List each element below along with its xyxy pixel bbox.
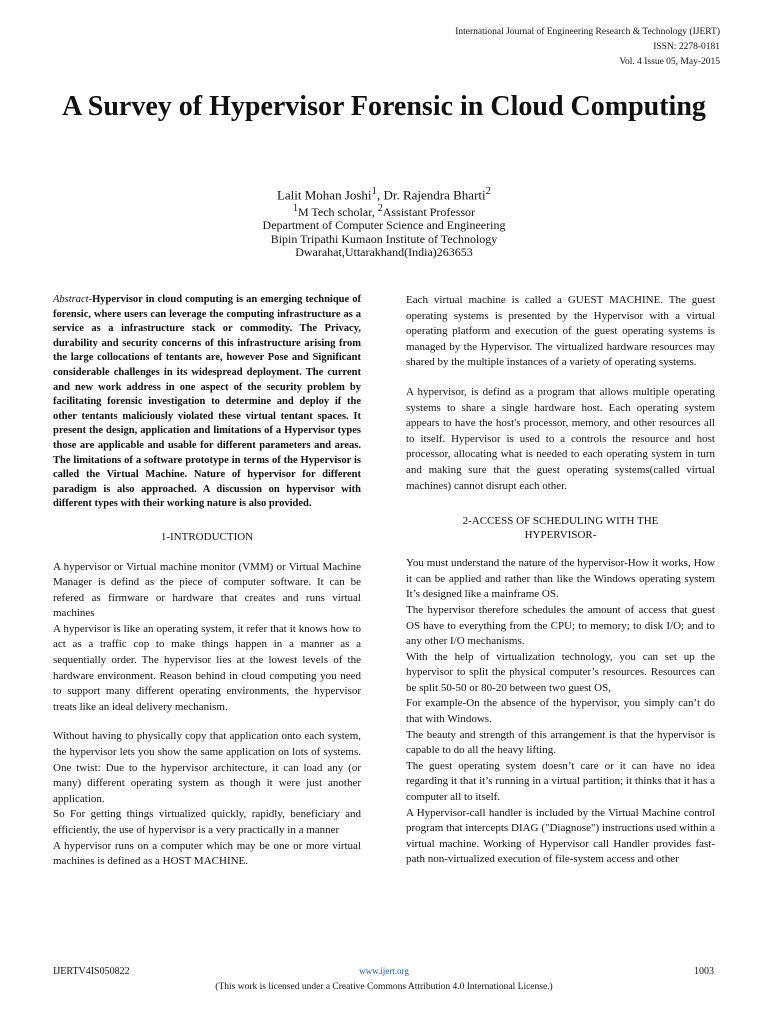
paragraph: The guest operating system doesn’t care or it can have no idea regarding it that it’s running in a virtual partition; it thinks that it has a computer all to itself. bbox=[406, 759, 715, 804]
volume-issue: Vol. 4 Issue 05, May-2015 bbox=[619, 57, 720, 67]
role-1: M Tech scholar, bbox=[297, 204, 378, 219]
issn: ISSN: 2278-0181 bbox=[653, 42, 720, 52]
website-link[interactable]: www.ijert.org bbox=[359, 966, 409, 976]
paragraph: Without having to physically copy that application onto each system, the hypervisor lets you show the same application on lots of systems. One twist: Due to the hypervisor architecture, it can load any (or many) different operating system as though it were just another application. bbox=[53, 730, 361, 805]
license-note: (This work is licensed under a Creative Commons Attribution 4.0 International License.) bbox=[215, 982, 553, 992]
abstract bbox=[53, 293, 361, 512]
role-2: Assistant Professor bbox=[382, 204, 476, 219]
paragraph: The hypervisor therefore schedules the amount of access that guest OS have to everything from the CPU; to memory; to disk I/O; and to any other I/O mechanisms. bbox=[406, 603, 715, 648]
abstract-label: Abstract- bbox=[53, 294, 93, 305]
paragraph: For example-On the absence of the hypervisor, you simply can’t do that with Windows. bbox=[406, 697, 715, 726]
abstract-text: Hypervisor in cloud computing is an emerging technique of forensic, where users can leverage the computing infrastructure as a service as a infrastructure stack or commodity. The Privacy, durability and security concerns of this infrastructure arising from the large collocations of tentants are, however Pose and Significant considerable challenges in its widespread deployment. The current and new work address in one aspect of the security problem by facilitating forensic investigation to determine and deploy if the other tentants maliciously violated these virtual tentant spaces. It present the design, application and limitations of a Hypervisor types those are applicable and usable for different parameters and areas. The limitations of a software prototype in terms of the Hypervisor is called the Virtual Machine. Nature of hypervisor for different paradigm is also approached. A discussion on hypervisor with different types with their working nature is also provided. bbox=[53, 294, 361, 510]
paragraph: With the help of virtualization technology, you can set up the hypervisor to split the physical computer’s resources. Resources can be split 50-50 or 80-20 between two guest OS, bbox=[406, 650, 715, 694]
author-block bbox=[100, 185, 668, 260]
paper-id: IJERTV4IS050822 bbox=[53, 966, 130, 977]
paragraph: A hypervisor runs on a computer which may be one or more virtual machines is defined as a HOST MACHINE. bbox=[53, 839, 361, 868]
institute: Bipin Tripathi Kumaon Institute of Technology bbox=[270, 231, 498, 246]
department: Department of Computer Science and Engineering bbox=[262, 218, 506, 233]
author-2: Dr. Rajendra Bharti bbox=[383, 187, 486, 203]
author-separator: , bbox=[376, 187, 384, 203]
paragraph: Each virtual machine is called a GUEST MACHINE. The guest operating systems is presented by the Hypervisor with a virtual operating platform and execution of the guest operating systems is managed by the Hypervisor. The virtualized hardware resources may shared by the multiple instances of a variety of operating systems. bbox=[406, 294, 715, 369]
paragraph: So For getting things virtualized quickly, rapidly, beneficiary and efficiently, the use of hypervisor is a very practically in a manner bbox=[53, 808, 361, 836]
author-roles bbox=[100, 202, 668, 220]
section-heading-line-2: HYPERVISOR- bbox=[524, 529, 597, 542]
address: Dwarahat,Uttarakhand(India)263653 bbox=[295, 245, 473, 260]
section-heading-scheduling bbox=[406, 514, 715, 542]
author-line bbox=[100, 185, 668, 202]
author-1-sup: 1 bbox=[371, 185, 377, 197]
journal-name: International Journal of Engineering Research & Technology (IJERT) bbox=[455, 27, 720, 37]
section-heading-introduction: 1-INTRODUCTION bbox=[160, 530, 254, 543]
author-1: Lalit Mohan Joshi bbox=[276, 187, 372, 203]
journal-header bbox=[320, 25, 720, 70]
paper-title: A Survey of Hypervisor Forensic in Cloud Computing bbox=[62, 91, 706, 122]
role-1-sup: 1 bbox=[292, 202, 298, 214]
author-2-sup: 2 bbox=[485, 185, 492, 197]
right-column bbox=[406, 293, 715, 868]
paragraph: The beauty and strength of this arrangement is that the hypervisor is capable to do all the heavy lifting. bbox=[406, 728, 715, 757]
page-number: 1003 bbox=[694, 966, 714, 977]
paragraph: You must understand the nature of the hypervisor-How it works, How it can be applied and rather than like the Windows operating system It’s designed like a mainframe OS. bbox=[406, 557, 715, 601]
role-2-sup: 2 bbox=[377, 202, 383, 214]
left-column bbox=[53, 293, 361, 870]
section-heading-line-1: 2-ACCESS OF SCHEDULING WITH THE bbox=[462, 515, 659, 528]
paragraph: A Hypervisor-call handler is included by the Virtual Machine control program that intercepts DIAG ("Diagnose") instructions used within a virtual machine. Working of Hypervisor call Handler provides fast-path non-virtualized execution of file-system access and other bbox=[406, 806, 715, 866]
paragraph: A hypervisor, is defind as a program that allows multiple operating systems to share a single hardware host. Each operating system appears to have the host's processor, memory, and other resources all to itself. Hypervisor is used to a controls the resource and host processor, allocating what is needed to each operating system in turn and making sure that the guest operating systems(called virtual machines) cannot disrupt each other. bbox=[406, 385, 715, 492]
paragraph: A hypervisor or Virtual machine monitor (VMM) or Virtual Machine Manager is defind as the piece of computer software. It can be refered as firmware or hardware that creates and runs virtual machines bbox=[53, 560, 361, 620]
paragraph: A hypervisor is like an operating system, it refer that it knows how to act as a traffic cop to make things happen in a manner as a sequentially order. The hypervisor lies at the lowest levels of the hardware environment. Reason behind in cloud computing you need to support many different operating environments, the hypervisor treats like an ideal delivery mechanism. bbox=[53, 622, 361, 713]
